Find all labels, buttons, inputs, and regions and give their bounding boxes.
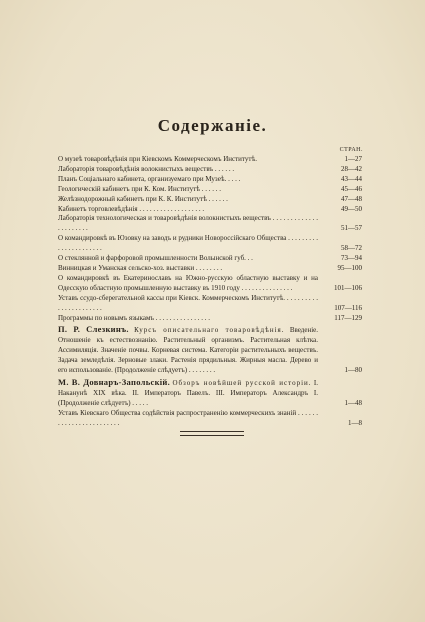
toc-entry-pages: 1—48 xyxy=(344,398,362,407)
toc-entry-text: Планъ Соціальнаго кабинета, организуемаго при Музеѣ. . . . . xyxy=(58,174,241,183)
toc-entry-pages: 1—27 xyxy=(344,155,362,163)
toc-entry-text: О командировкѣ въ Юзовку на заводъ и рудники Новороссійскаго Общества . . . . . . . . . . . . . . . . . . . . . . xyxy=(58,234,318,253)
toc-entry-pages: 45—46 xyxy=(341,184,362,193)
toc-entry-pages: 43—44 xyxy=(341,174,362,183)
toc-entry-pages: 73—94 xyxy=(341,254,362,263)
toc-entry xyxy=(58,185,362,195)
toc-entry-pages: 49—50 xyxy=(341,204,362,213)
toc-entry-text: Винницкая и Уманская сельско-хоз. выставки . . . . . . . . xyxy=(58,263,223,272)
toc-entry-pages: 47—48 xyxy=(341,194,362,203)
toc-entry xyxy=(58,195,362,205)
toc-entry-text: Программы по новымъ языкамъ . . . . . . . . . . . . . . . . xyxy=(58,313,211,322)
toc-entry xyxy=(58,294,362,314)
toc-entry-text: Уставъ ссудо-сберегательной кассы при Кіевск. Коммерческомъ Институтѣ. . . . . . . . . . . . . . . . . . . . . . . xyxy=(58,293,318,312)
divider-rule xyxy=(180,435,244,436)
table-of-contents xyxy=(58,155,362,428)
toc-entry xyxy=(58,175,362,185)
toc-entry-text: Лабораторія технологическая и товаровѣдѣнія волокнистыхъ веществъ . . . . . . . . . . . . . . . . . . . . . . xyxy=(58,214,318,233)
toc-entry-text: О командировкѣ въ Екатеринославъ на Южно-русскую областную выставку и на Одесскую областную промышленную выставку въ 1910 году . . . . . . . . . . . . . . . xyxy=(58,273,318,292)
pages-column-label: СТРАН. xyxy=(339,147,363,153)
work-contents: Введеніе. Отношеніе къ естествознанію. Растительный организмъ. Растительная клѣтка. Ассимиляція. Значеніе почвы. Корневая система. Категоріи растительныхъ веществъ. Задача земледѣлія. Зерновые злаки. Растенія прядильныя. Жирныя масла. Дерево и его использованіе. (Продолженіе слѣдуетъ) . . . . . . . . xyxy=(58,326,319,375)
toc-entry-text: О музеѣ товаровѣдѣнія при Кіевскомъ Коммерческомъ Институтѣ. xyxy=(58,155,258,163)
toc-entry-pages: 1—80 xyxy=(344,366,362,375)
toc-entry xyxy=(58,165,362,175)
toc-entry xyxy=(58,254,362,264)
toc-entry xyxy=(58,274,362,294)
author-entry xyxy=(58,325,362,376)
toc-entry-text: Кабинетъ торговлевѣдѣнія . . . . . . . . . . . . . . . . . . . xyxy=(58,204,205,213)
divider-rule xyxy=(180,431,244,432)
toc-entry xyxy=(58,314,362,324)
toc-entry xyxy=(58,409,362,429)
toc-entry-pages: 28—42 xyxy=(341,164,362,173)
work-contents: I. Наканунѣ XIX вѣка. II. Императоръ Павелъ. III. Императоръ Александръ I. (Продолженіе слѣдуетъ) . . . . . xyxy=(58,378,319,407)
work-title: Обзоръ новѣйшей русской исторіи. xyxy=(172,378,312,387)
toc-entry-pages: 101—106 xyxy=(334,283,362,292)
toc-entry-pages: 95—100 xyxy=(337,263,362,272)
toc-entry xyxy=(58,205,362,215)
work-title: Курсъ описательнаго товаровѣдѣнія. xyxy=(134,326,285,335)
toc-entry-text: О стеклянной и фарфоровой промышленности Волынской губ. . . xyxy=(58,254,253,263)
toc-entry-pages: 51—57 xyxy=(341,224,362,233)
author-entry xyxy=(58,378,362,409)
toc-entry xyxy=(58,214,362,234)
toc-entry xyxy=(58,264,362,274)
toc-entry-pages: 117—129 xyxy=(334,313,362,322)
toc-entry-text: Уставъ Кіевскаго Общества содѣйствія распространенію коммерческихъ знаній . . . . . . . . . . . . . . . . . . . . . . . . xyxy=(58,408,318,427)
page-title: Содержаніе. xyxy=(157,116,268,135)
toc-entry xyxy=(58,234,362,254)
toc-entry xyxy=(58,155,362,165)
toc-entry-text: Лабораторія товаровѣдѣнія волокнистыхъ веществъ . . . . . . xyxy=(58,164,235,173)
toc-entry-text: Геологическій кабинетъ при К. Ком. Институтѣ . . . . . . xyxy=(58,184,221,193)
toc-entry-text: Желѣзнодорожный кабинетъ при К. К. Институтѣ . . . . . . xyxy=(58,194,228,203)
toc-entry-pages: 1—8 xyxy=(348,418,362,427)
author-name: П. Р. Слезкинъ. xyxy=(58,324,129,335)
toc-entry-pages: 58—72 xyxy=(341,244,362,253)
toc-entry-pages: 107—116 xyxy=(334,303,362,312)
author-name: М. В. Довнаръ-Запольскій. xyxy=(58,376,171,387)
